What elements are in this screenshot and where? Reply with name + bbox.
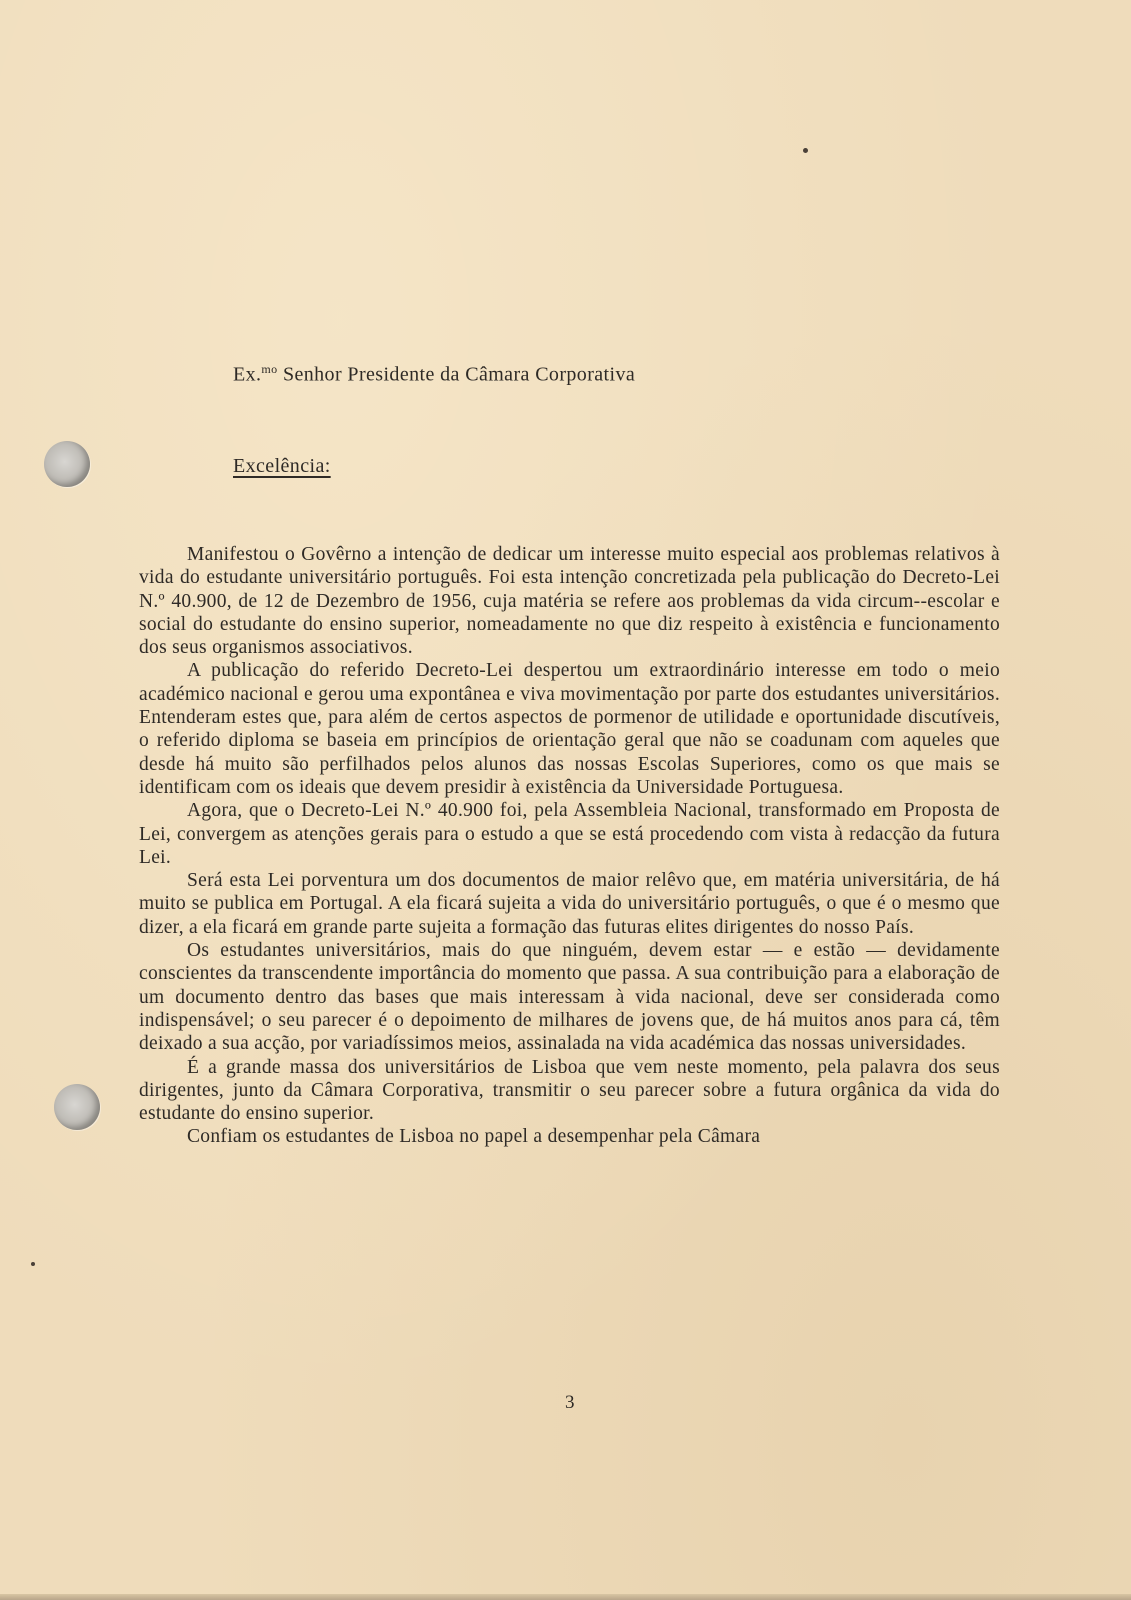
paragraph: Os estudantes universitários, mais do que ninguém, devem estar — e estão — devidamente conscientes da transcendente importância do momento que passa. A sua contribuição para a elaboração de um documento dentro das bases que mais interessam à vida nacional, deve ser considerada como indispensável; o seu parecer é o depoimento de milhares de jovens que, de há muitos anos para cá, têm deixado a sua acção, por variadíssimos meios, assinalada na vida académica das nossas universidades. [139, 940, 1000, 1055]
punch-hole-bottom [54, 1084, 100, 1130]
ink-speck [31, 1262, 35, 1266]
page-number: 3 [565, 1392, 575, 1413]
greeting: Excelência: [233, 455, 331, 477]
letter-body [139, 543, 1000, 1149]
page-bottom-edge [0, 1594, 1131, 1600]
salutation-superscript: mo [261, 362, 278, 376]
paragraph: A publicação do referido Decreto-Lei despertou um extraordinário interesse em todo o meio académico nacional e gerou uma expontânea e viva movimentação por parte dos estudantes universitários. Entenderam estes que, para além de certos aspectos de pormenor de utilidade e oportunidade discutíveis, o referido diploma se baseia em princípios de orientação geral que não se coadunam com aqueles que desde há muito são perfilhados pelos alunos das nossas Escolas Superiores, como os que mais se identificam com os ideais que devem presidir à existência da Universidade Portuguesa. [139, 660, 1000, 798]
salutation-rest: Senhor Presidente da Câmara Corporativa [277, 363, 636, 386]
paragraph: É a grande massa dos universitários de Lisboa que vem neste momento, pela palavra dos seus dirigentes, junto da Câmara Corporativa, transmitir o seu parecer sobre a futura orgânica da vida do estudante do ensino superior. [139, 1056, 1000, 1125]
paragraph: Confiam os estudantes de Lisboa no papel a desempenhar pela Câmara [187, 1126, 761, 1148]
paragraph: Agora, que o Decreto-Lei N.º 40.900 foi, pela Assembleia Nacional, transformado em Proposta de Lei, convergem as atenções gerais para o estudo a que se está procedendo com vista à redacção da futura Lei. [139, 800, 1000, 868]
salutation-prefix: Ex. [233, 363, 262, 386]
punch-hole-top [44, 441, 90, 487]
ink-speck [803, 148, 808, 153]
paragraph: Manifestou o Govêrno a intenção de dedicar um interesse muito especial aos problemas relativos à vida do estudante universitário português. Foi esta intenção concretizada pela publicação do Decreto-Lei N.º 40.900, de 12 de Dezembro de 1956, cuja matéria se refere aos problemas da vida circum--escolar e social do estudante do ensino superior, nomeadamente no que diz respeito à existência e funcionamento dos seus organismos associativos. [139, 544, 1000, 659]
salutation [233, 362, 635, 387]
paragraph: Será esta Lei porventura um dos documentos de maior relêvo que, em matéria universitária, de há muito se publica em Portugal. A ela ficará sujeita a vida do universitário português, o que é o mesmo que dizer, a ela ficará em grande parte sujeita a formação das futuras elites dirigentes do nosso País. [139, 870, 1000, 938]
